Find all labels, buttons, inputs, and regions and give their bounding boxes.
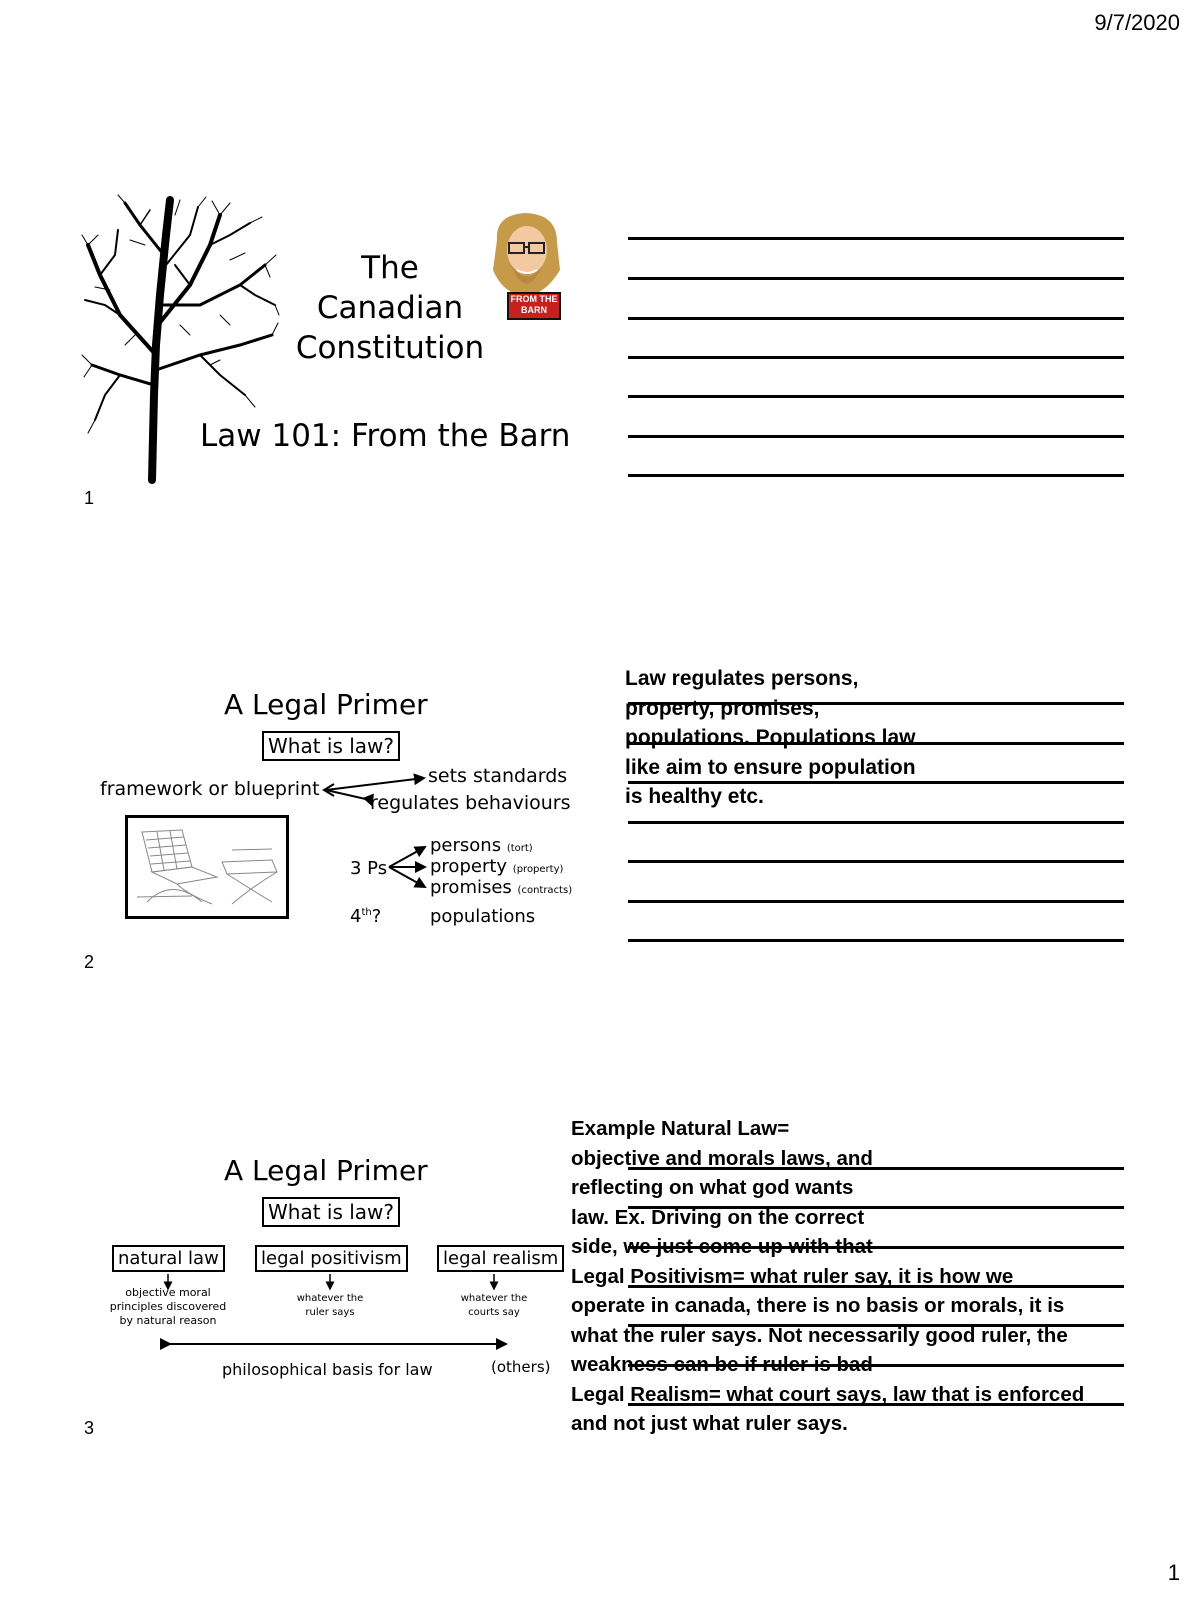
slide-number: 2 <box>84 952 95 972</box>
slide-3-title: A Legal Primer <box>224 1154 428 1187</box>
sets-standards-label: sets standards <box>428 765 568 787</box>
note-text-line: populations. Populations law <box>625 726 916 749</box>
note-text-line: what the ruler says. Not necessarily good ruler, the <box>571 1323 1068 1347</box>
natural-law-box: natural law <box>112 1245 225 1272</box>
note-line <box>628 277 1124 280</box>
chair-blueprint-image <box>125 815 289 919</box>
slide-number: 1 <box>84 488 95 508</box>
note-line <box>628 356 1124 359</box>
presenter-avatar <box>485 210 570 320</box>
note-line <box>628 317 1124 320</box>
note-text-line: side, we just come up with that <box>571 1235 873 1258</box>
title-line: The <box>361 250 419 286</box>
note-text-line: operate in canada, there is no basis or morals, it is <box>571 1294 1065 1317</box>
persons-label: persons <box>430 835 502 856</box>
legal-positivism-box: legal positivism <box>255 1245 408 1272</box>
desc-line: courts say <box>468 1307 520 1318</box>
legal-realism-description <box>434 1292 554 1320</box>
title-line: Constitution <box>295 330 485 366</box>
promises-item <box>430 877 572 898</box>
note-text-line: Legal Realism= what court says, law that is enforced <box>571 1382 1085 1406</box>
note-text-line: and not just what ruler says. <box>571 1412 848 1435</box>
fourth-question: ? <box>371 906 382 927</box>
slide-2-title: A Legal Primer <box>224 688 428 721</box>
note-text-line: reflecting on what god wants <box>571 1176 854 1199</box>
note-text-line: objective and morals laws, and <box>571 1146 873 1170</box>
chair-sketch-icon <box>132 822 282 912</box>
natural-law-description <box>108 1286 228 1328</box>
property-note: (property) <box>512 864 564 875</box>
fourth-p-label <box>350 906 381 927</box>
what-is-law-box: What is law? <box>262 1197 400 1227</box>
note-line <box>628 939 1124 942</box>
persons-item <box>430 835 533 856</box>
desc-line: objective moral <box>125 1286 211 1299</box>
fourth-suffix: th <box>361 907 372 918</box>
three-ps-label: 3 Ps <box>350 858 388 879</box>
note-text-line: weakness can be if ruler is bad <box>571 1353 873 1376</box>
note-line <box>628 860 1124 863</box>
note-text-line: Law regulates persons, <box>625 667 859 690</box>
persons-note: (tort) <box>506 843 533 854</box>
slide-3-notes <box>571 1114 1196 1439</box>
three-ps-arrows <box>385 843 430 891</box>
promises-note: (contracts) <box>517 885 573 896</box>
desc-line: ruler says <box>305 1307 355 1318</box>
what-is-law-box: What is law? <box>262 731 400 761</box>
note-text-line: property, promises, <box>625 696 820 720</box>
note-text-line: is healthy etc. <box>625 785 764 808</box>
note-line <box>628 237 1124 240</box>
promises-label: promises <box>430 877 512 898</box>
note-line <box>628 474 1124 477</box>
note-text-line: law. Ex. Driving on the correct <box>571 1205 865 1229</box>
legal-positivism-description <box>270 1292 390 1320</box>
populations-label: populations <box>430 906 536 927</box>
note-text-line: Example Natural Law= <box>571 1117 790 1140</box>
title-line: Canadian <box>316 290 464 326</box>
slide-number: 3 <box>84 1418 95 1438</box>
framework-label: framework or blueprint <box>100 778 320 800</box>
barn-badge: FROM THE BARN <box>507 292 561 320</box>
property-label: property <box>430 856 508 877</box>
note-line <box>628 821 1124 824</box>
property-item <box>430 856 563 877</box>
desc-line: whatever the <box>460 1293 528 1304</box>
note-line <box>628 435 1124 438</box>
slide-1-title <box>270 248 510 368</box>
slide-1-subtitle: Law 101: From the Barn <box>200 418 571 454</box>
note-text-line: Legal Positivism= what ruler say, it is how we <box>571 1264 1014 1288</box>
desc-line: whatever the <box>296 1293 364 1304</box>
philosophical-basis-label: philosophical basis for law <box>222 1360 433 1379</box>
regulates-behaviours-label: regulates behaviours <box>370 792 571 814</box>
fourth-number: 4 <box>350 906 362 927</box>
slide-1 <box>0 0 1200 520</box>
others-label: (others) <box>491 1358 551 1376</box>
note-text-line: like aim to ensure population <box>625 755 916 779</box>
page-number: 1 <box>1167 1560 1180 1585</box>
desc-line: principles discovered <box>109 1300 227 1313</box>
slide-2-notes <box>625 664 1185 812</box>
note-line <box>628 395 1124 398</box>
desc-line: by natural reason <box>119 1314 217 1327</box>
print-date: 9/7/2020 <box>1094 10 1180 35</box>
note-line <box>628 900 1124 903</box>
legal-realism-box: legal realism <box>437 1245 564 1272</box>
